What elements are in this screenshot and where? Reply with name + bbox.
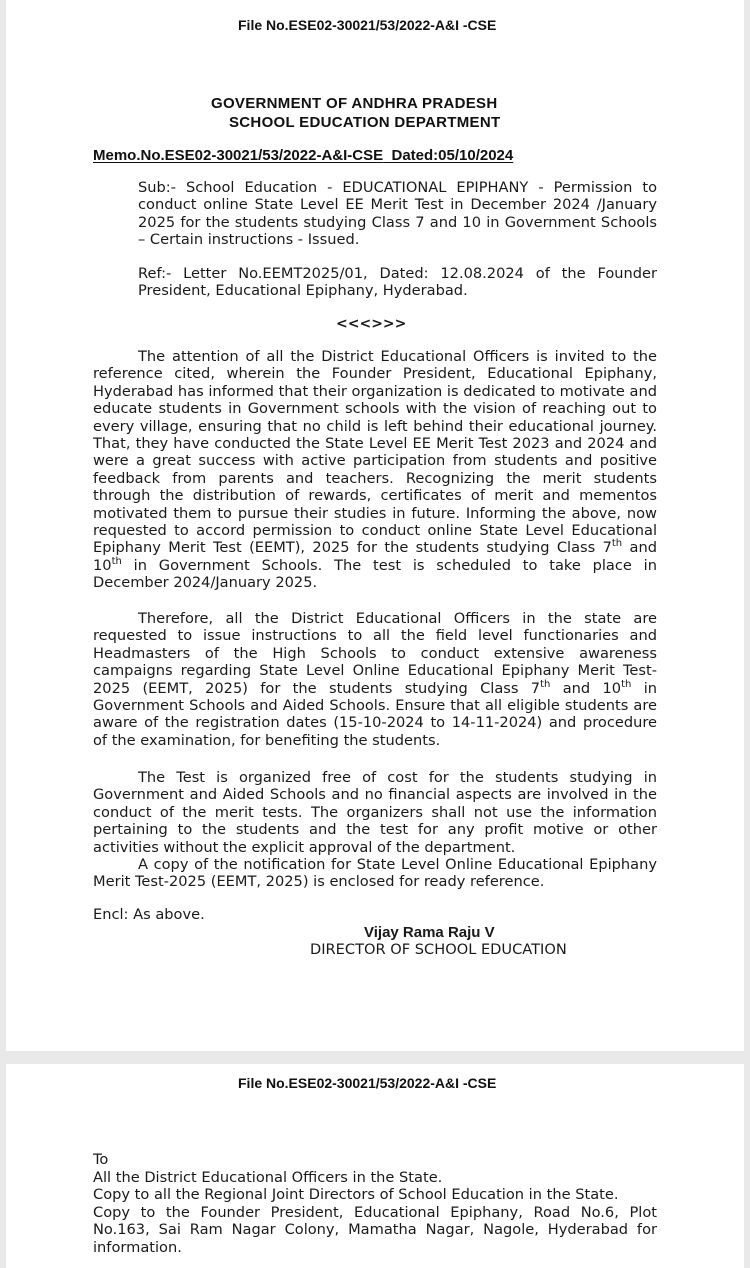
para1-text-b: and 10 [93, 539, 657, 574]
superscript: th [621, 678, 632, 690]
memo-page-2 [6, 1064, 744, 1268]
para2-text-b: and 10 [550, 679, 622, 697]
para3-text: The Test is organized free of cost for the students studying in Government and Aided Schools and no financial aspects are involved in the conduct of the merit tests. The organizers shall not use the information pertaining to the students and the test for any profit motive or other activities without the explicit approval of the department. [93, 769, 657, 856]
para1-text-a: The attention of all the District Educational Officers is invited to the reference cited, wherein the Founder President, Educational Epiphany, Hyderabad has informed that their organization is dedicated to motivate and educate students in Government schools with the vision of reaching out to every village, ensuring that no child is left behind their educational journey. That, they have conducted the State Level EE Merit Test 2023 and 2024 and were a great success with active participation from students and positive feedback from parents and teachers. Recognizing the merit students through the distribution of rewards, certificates of merit and mementos motivated them to pursue their studies in future. Informing the above, now requested to accord permission to conduct online State Level Educational Epiphany Merit Test (EEMT), 2025 for the students studying Class 7 [93, 348, 657, 557]
to-label: To [93, 1151, 109, 1168]
para2-text-c: in Government Schools and Aided Schools. Ensure that all eligible students are aware of the registration dates (15-10-2024 to 14-11-2024) and procedure of the examination, for benefiting the students. [93, 679, 658, 749]
para2-text-a: Therefore, all the District Educational Officers in the state are requested to issue instructions to all the field level functionaries and Headmasters of the High Schools to conduct extensive awareness campaigns regarding State Level Online Educational Epiphany Merit Test-2025 (EEMT, 2025) for the students studying Class 7 [93, 610, 657, 697]
body-paragraph-2 [93, 610, 657, 749]
separator: <<<>>> [336, 316, 407, 332]
file-number: File No.ESE02-30021/53/2022-A&I -CSE [238, 1075, 497, 1091]
addressee-line: All the District Educational Officers in the State. [93, 1169, 443, 1186]
para4-text: A copy of the notification for State Level Online Educational Epiphany Merit Test-2025 (EEMT, 2025) is enclosed for ready reference. [93, 856, 657, 891]
memo-number [93, 147, 513, 164]
department-title: SCHOOL EDUCATION DEPARTMENT [229, 114, 501, 131]
body-paragraph-3 [93, 769, 657, 856]
superscript: th [111, 556, 122, 568]
subject-paragraph: Sub:- School Education - EDUCATIONAL EPIPHANY - Permission to conduct online State Level EE Merit Test in December 2024 /January 2025 for the students studying Class 7 and 10 in Government Schools – Certain instructions - Issued. [138, 179, 657, 249]
signatory-name: Vijay Rama Raju V [364, 924, 495, 941]
memo-page-1 [6, 0, 744, 1051]
para1-text-c: in Government Schools. The test is scheduled to take place in December 2024/January 2025. [93, 556, 657, 592]
memo-number-text: Memo.No.ESE02-30021/53/2022-A&I-CSE [93, 147, 384, 164]
copy-to-rjd: Copy to all the Regional Joint Directors of School Education in the State. [93, 1186, 619, 1203]
government-title: GOVERNMENT OF ANDHRA PRADESH [211, 95, 498, 112]
body-paragraph-4 [93, 856, 657, 891]
file-number: File No.ESE02-30021/53/2022-A&I -CSE [238, 17, 497, 33]
reference-paragraph: Ref:- Letter No.EEMT2025/01, Dated: 12.08.2024 of the Founder President, Educational Epiphany, Hyderabad. [138, 265, 657, 300]
enclosure-line: Encl: As above. [93, 906, 205, 923]
memo-date: Dated:05/10/2024 [391, 147, 514, 164]
superscript: th [540, 678, 551, 690]
body-paragraph-1 [93, 348, 657, 592]
signatory-designation: DIRECTOR OF SCHOOL EDUCATION [310, 941, 567, 958]
copy-to-founder: Copy to the Founder President, Educational Epiphany, Road No.6, Plot No.163, Sai Ram Nagar Colony, Mamatha Nagar, Nagole, Hyderabad for information. [93, 1204, 657, 1256]
superscript: th [611, 538, 623, 550]
